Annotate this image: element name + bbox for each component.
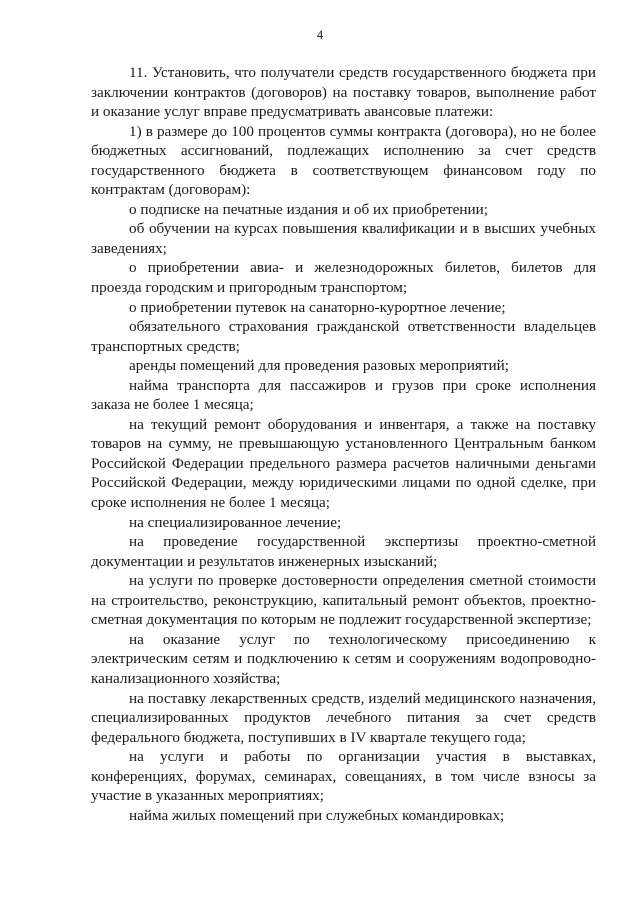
page-number: 4 <box>316 28 324 42</box>
list-item: обязательного страхования гражданской ответственности владельцев транспортных средств; <box>91 318 596 355</box>
list-item: на специализированное лечение; <box>129 513 342 531</box>
list-item: найма жилых помещений при служебных командировках; <box>129 806 505 824</box>
list-item: о приобретении авиа- и железнодорожных билетов, билетов для проезда городским и пригородным транспортом; <box>91 259 596 297</box>
list-item: на услуги и работы по организации участия в выставках, конференциях, форумах, семинарах, совещаниях, в том числе взносы за участие в указанных мероприятиях; <box>91 748 596 805</box>
list-item: на проведение государственной экспертизы проектно-сметной документации и результатов инженерных изысканий; <box>91 533 596 570</box>
list-item: найма транспорта для пассажиров и грузов при сроке исполнения заказа не более 1 месяца; <box>91 376 596 414</box>
subclause-1: 1) в размере до 100 процентов суммы контракта (договора), но не более бюджетных ассигнований, подлежащих исполнению за счет средств государственного бюджета в соответствующем финансовом году по контрактам (договорам): <box>91 122 596 199</box>
list-item: на поставку лекарственных средств, изделий медицинского назначения, специализированных продуктов лечебного питания за счет средств федерального бюджета, поступивших в IV квартале текущего года; <box>91 689 596 746</box>
list-item: о подписке на печатные издания и об их приобретении; <box>129 200 488 218</box>
document-body <box>91 63 596 825</box>
list-item: об обучении на курсах повышения квалификации и в высших учебных заведениях; <box>91 220 596 257</box>
list-item: на оказание услуг по технологическому присоединению к электрическим сетям и подключению к сетям и сооружениям водопроводно-канализационного хозяйства; <box>91 630 596 687</box>
list-item: на текущий ремонт оборудования и инвентаря, а также на поставку товаров на сумму, не превышающую установленного Центральным банком Российской Федерации предельного размера расчетов наличными деньгами Российской Федерации, между юридическими лицами по одной сделке, при сроке исполнения не более 1 месяца; <box>91 415 596 512</box>
list-item: аренды помещений для проведения разовых мероприятий; <box>129 357 509 375</box>
list-item: на услуги по проверке достоверности определения сметной стоимости на строительство, реконструкцию, капитальный ремонт объектов, проектно-сметная документация по которым не подлежит государственной экспертизе; <box>91 572 596 629</box>
list-item: о приобретении путевок на санаторно-курортное лечение; <box>129 298 506 316</box>
clause-11-intro: 11. Установить, что получатели средств государственного бюджета при заключении контрактов (договоров) на поставку товаров, выполнение работ и оказание услуг вправе предусматривать авансовые платежи: <box>91 64 596 121</box>
